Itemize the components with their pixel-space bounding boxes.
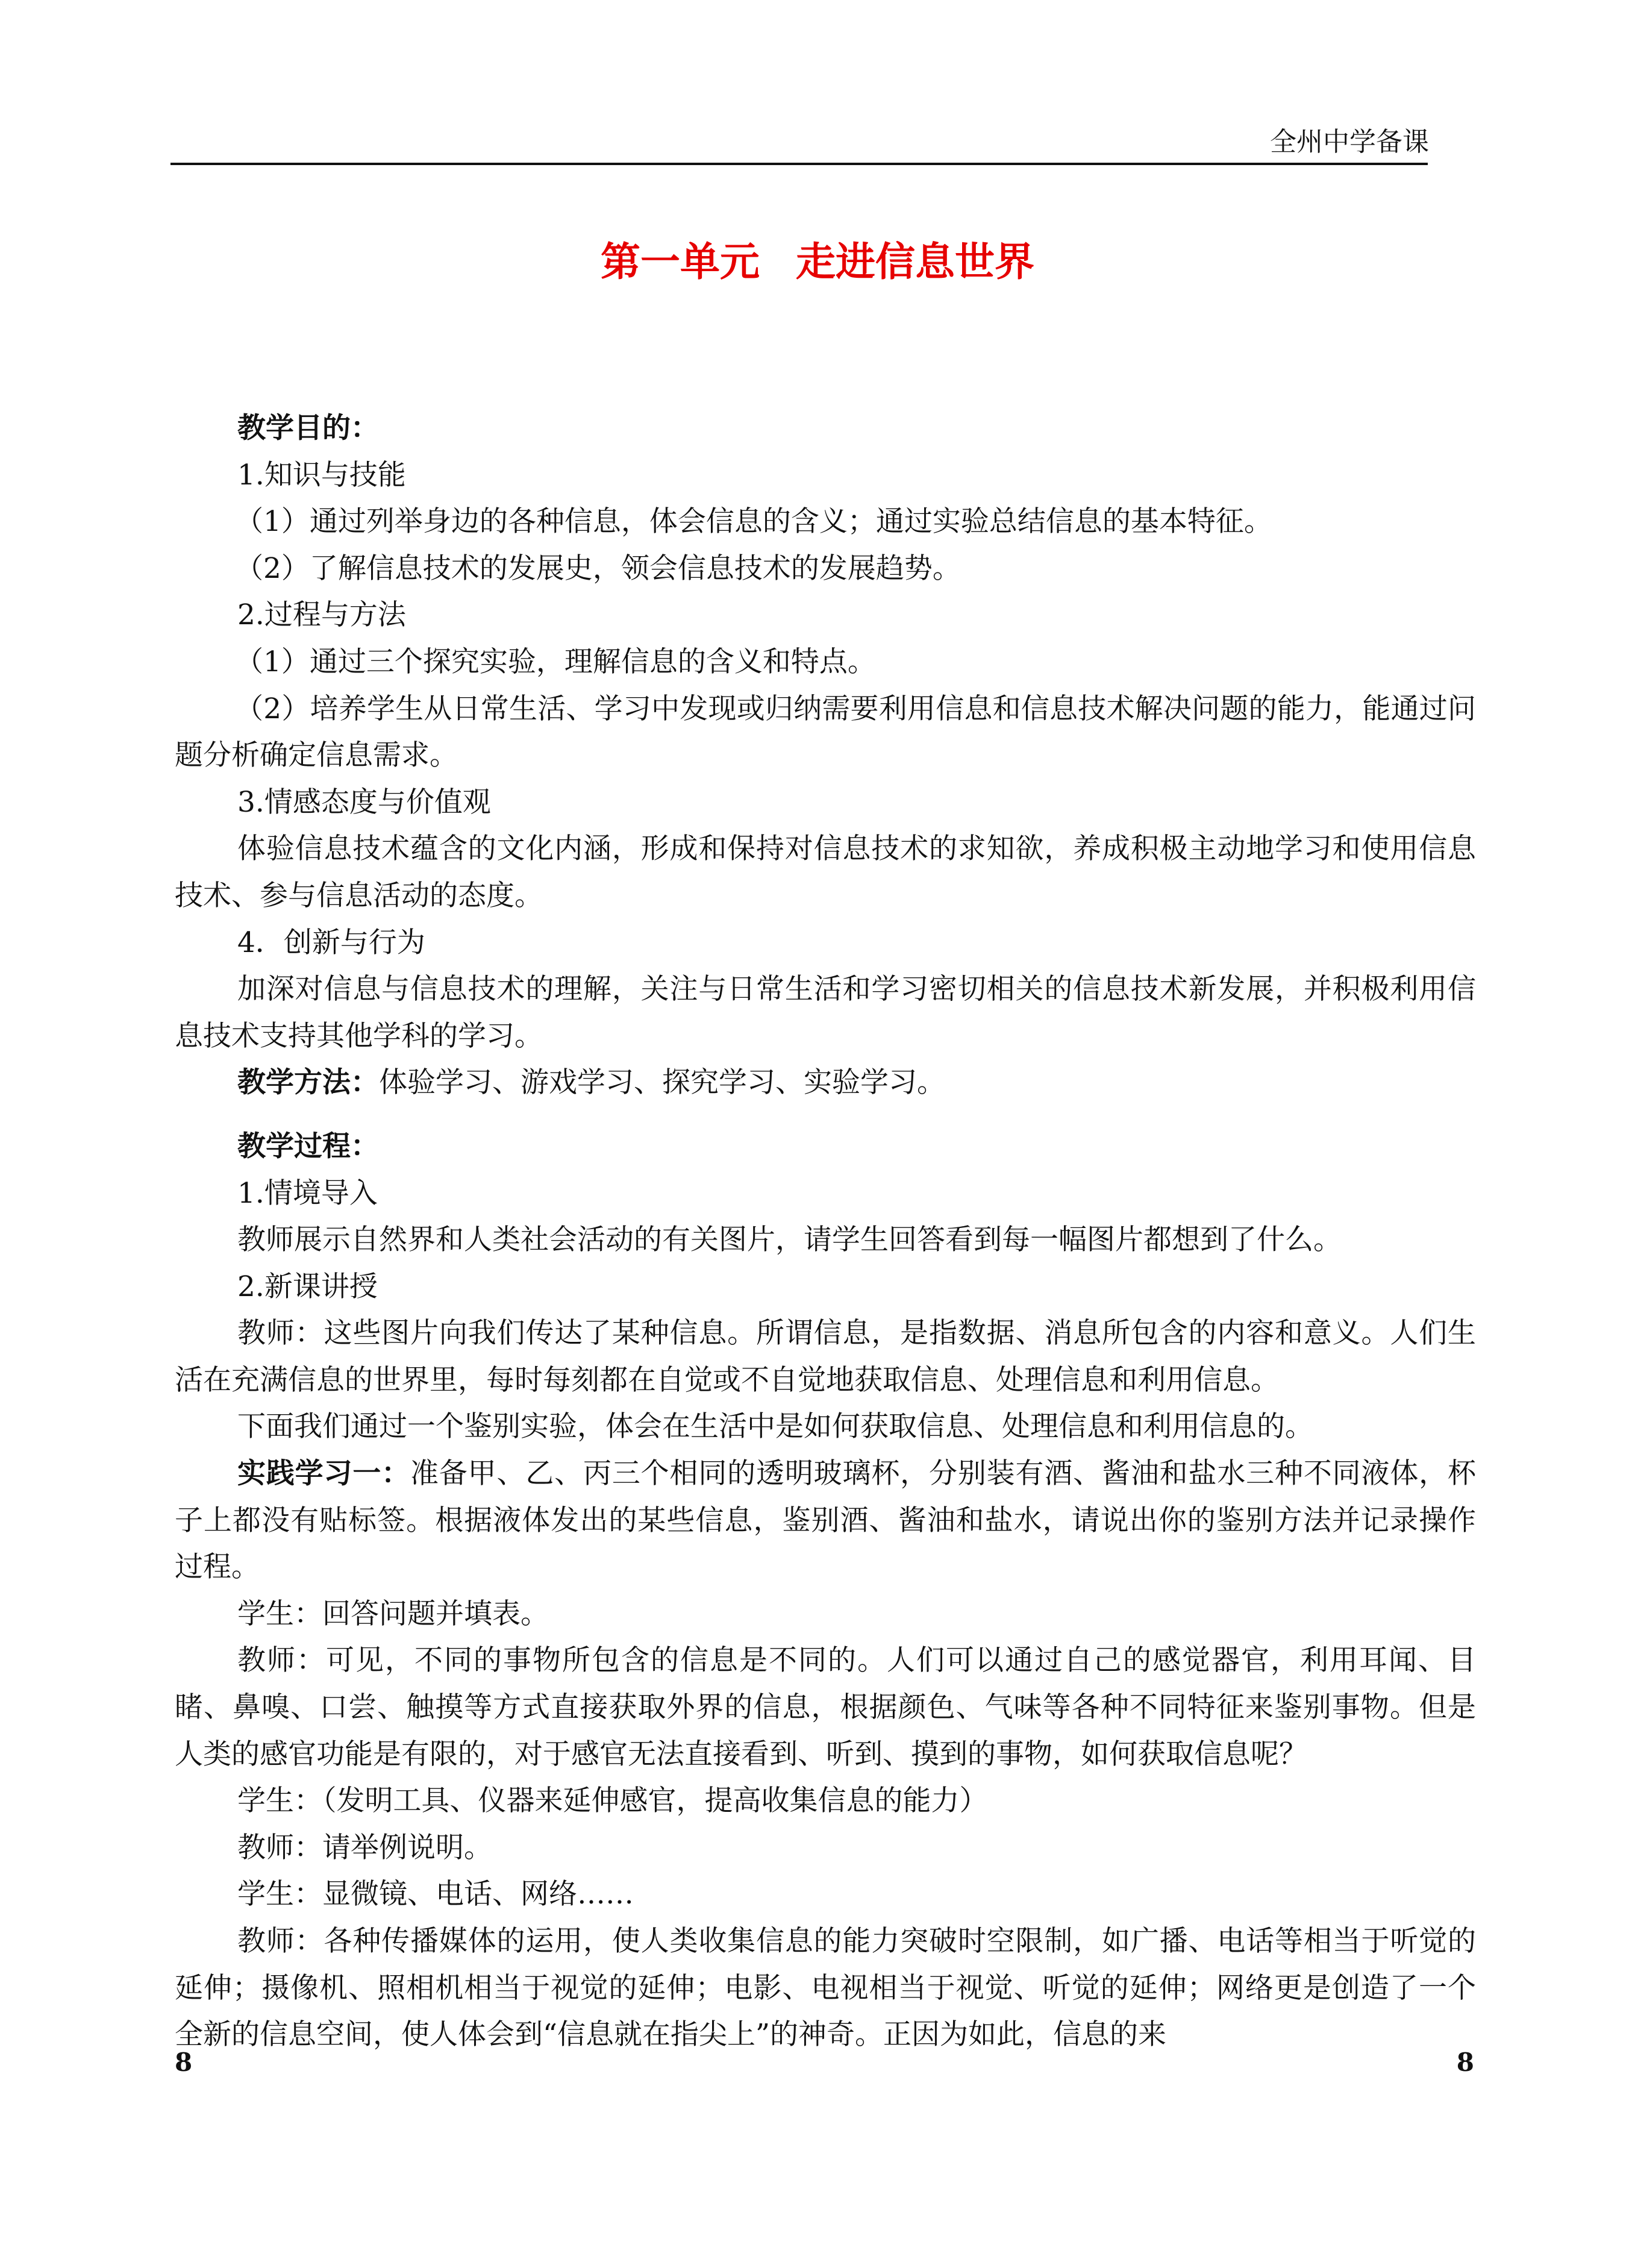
paragraph: 教师：这些图片向我们传达了某种信息。所谓信息，是指数据、消息所包含的内容和意义。人们生活在充满信息的世界里，每时每刻都在自觉或不自觉地获取信息、处理信息和利用信息。 [175, 1317, 1476, 1397]
paragraph: 教师：请举例说明。 [237, 1831, 492, 1864]
section-title: 1.情境导入 [237, 1176, 378, 1210]
practice-label: 实践学习一： [237, 1457, 410, 1491]
title-unit: 第一单元 [601, 238, 760, 285]
objectives-heading: 教学目的： [237, 412, 379, 445]
list-item: （1）通过列举身边的各种信息，体会信息的含义；通过实验总结信息的基本特征。 [235, 505, 1272, 539]
paragraph: 学生：（发明工具、仪器来延伸感官，提高收集信息的能力） [237, 1784, 988, 1818]
paragraph: 学生：回答问题并填表。 [237, 1597, 549, 1631]
method-label: 教学方法： [237, 1066, 379, 1100]
paragraph: 教师：各种传播媒体的运用，使人类收集信息的能力突破时空限制，如广播、电话等相当于听觉的延伸；摄像机、照相机相当于视觉的延伸；电影、电视相当于视觉、听觉的延伸；网络更是创造了一个全新的信息空间，使人体会到“信息就在指尖上”的神奇。正因为如此，信息的来 [175, 1925, 1476, 2052]
page-number-left: 8 [175, 2047, 193, 2077]
paragraph: 教师：可见，不同的事物所包含的信息是不同的。人们可以通过自己的感觉器官，利用耳闻、目睹、鼻嗅、口尝、触摸等方式直接获取外界的信息，根据颜色、气味等各种不同特征来鉴别事物。但是人类的感官功能是有限的，对于感官无法直接看到、听到、摸到的事物，如何获取信息呢？ [175, 1644, 1476, 1771]
page-number-right: 8 [1456, 2047, 1474, 2077]
list-item: （2）了解信息技术的发展史，领会信息技术的发展趋势。 [235, 551, 961, 585]
section-title: 4．创新与行为 [237, 926, 425, 959]
paragraph: 教师展示自然界和人类社会活动的有关图片，请学生回答看到每一幅图片都想到了什么。 [237, 1223, 1342, 1257]
method-line [175, 1059, 1476, 1106]
paragraph: 下面我们通过一个鉴别实验，体会在生活中是如何获取信息、处理信息和利用信息的。 [237, 1410, 1313, 1444]
paragraph: 学生：显微镜、电话、网络…… [237, 1878, 634, 1911]
practice-text: 准备甲、乙、丙三个相同的透明玻璃杯，分别装有酒、酱油和盐水三种不同液体，杯子上都没有贴标签。根据液体发出的某些信息，鉴别酒、酱油和盐水，请说出你的鉴别方法并记录操作过程。 [175, 1457, 1476, 1584]
page-header: 全州中学备课 [1270, 127, 1429, 157]
paragraph: 体验信息技术蕴含的文化内涵，形成和保持对信息技术的求知欲，养成积极主动地学习和使用信息技术、参与信息活动的态度。 [175, 832, 1476, 912]
list-item: （2）培养学生从日常生活、学习中发现或归纳需要利用信息和信息技术解决问题的能力，能通过问题分析确定信息需求。 [175, 692, 1476, 772]
section-title: 1.知识与技能 [237, 458, 406, 492]
list-item: （1）通过三个探究实验，理解信息的含义和特点。 [235, 645, 876, 678]
paragraph: 加深对信息与信息技术的理解，关注与日常生活和学习密切相关的信息技术新发展，并积极利用信息技术支持其他学科的学习。 [175, 973, 1476, 1053]
title-topic: 走进信息世界 [796, 238, 1034, 285]
method-text: 体验学习、游戏学习、探究学习、实验学习。 [379, 1066, 945, 1100]
section-title: 2.新课讲授 [237, 1270, 378, 1303]
page-title [0, 236, 1635, 287]
section-title: 3.情感态度与价值观 [237, 785, 491, 819]
document-body [175, 405, 1476, 2058]
section-title: 2.过程与方法 [237, 598, 406, 632]
header-divider [170, 163, 1428, 165]
practice-paragraph [175, 1450, 1476, 1591]
process-heading: 教学过程： [237, 1129, 379, 1163]
